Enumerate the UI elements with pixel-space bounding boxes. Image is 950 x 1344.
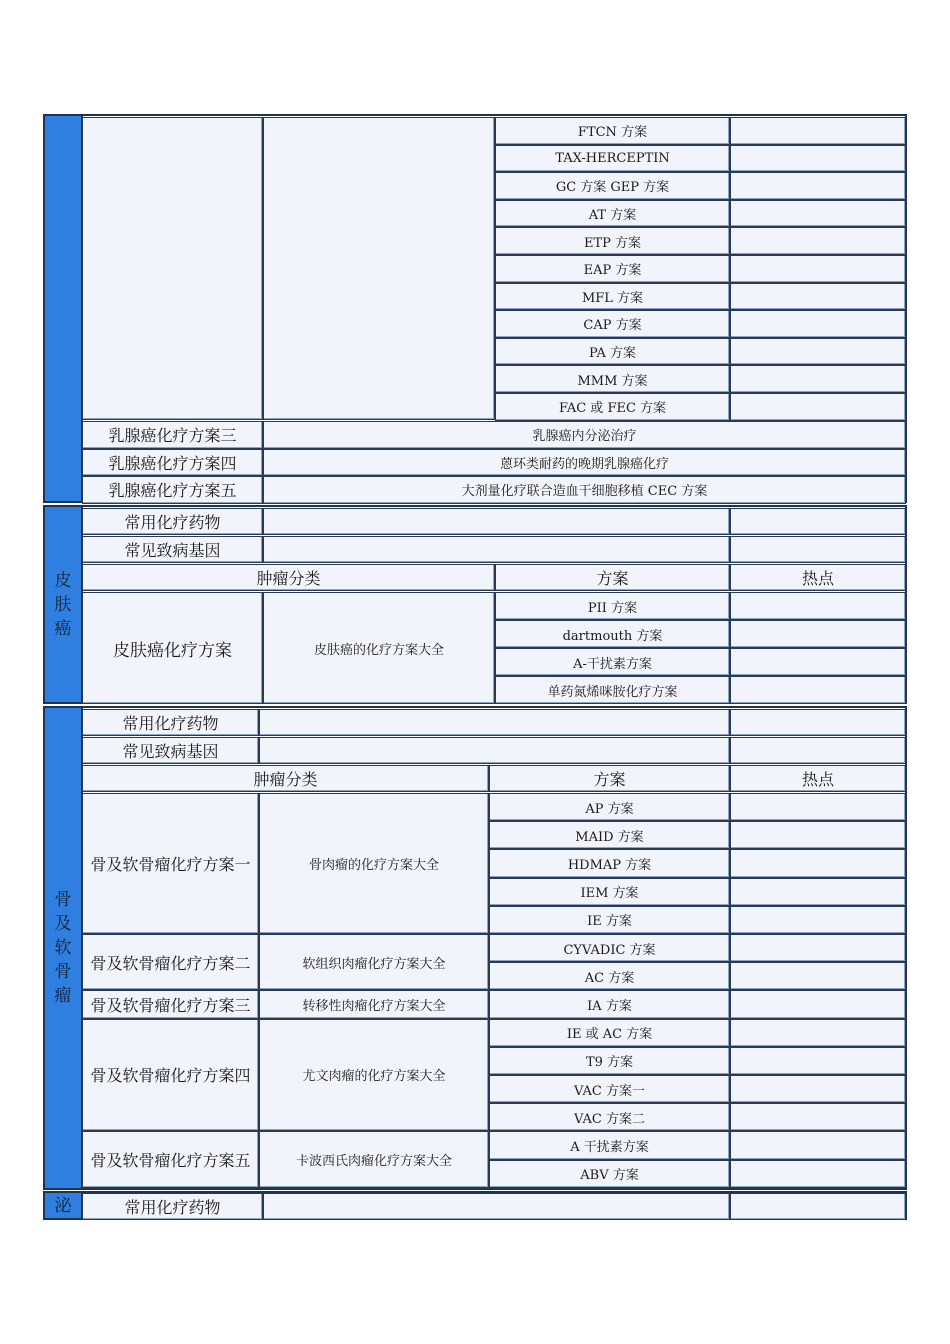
plan-cell: ETP 方案: [495, 227, 730, 255]
breast-plan-label: 乳腺癌化疗方案三: [82, 421, 263, 449]
hotspot-cell: [730, 620, 906, 648]
bone-tumor-section: [43, 706, 907, 1190]
skin-cancer-section: [43, 505, 907, 704]
header-tumor-class: 肿瘤分类: [82, 564, 495, 591]
header-hotspot: 热点: [730, 765, 906, 792]
header-plan: 方案: [489, 765, 730, 792]
plan-cell: PII 方案: [495, 592, 730, 620]
hotspot-cell: [730, 1047, 906, 1075]
band-char: 皮: [54, 570, 72, 591]
breast-plan-desc: 蒽环类耐药的晚期乳腺癌化疗: [263, 449, 906, 477]
plan-cell: MFL 方案: [495, 283, 730, 311]
bone-tumor-band: [45, 708, 83, 1188]
hotspot-cell: [730, 878, 906, 906]
bone-plan-label: 骨及软骨瘤化疗方案二: [82, 934, 259, 990]
urinary-tumor-section: [43, 1191, 907, 1220]
bone-plan-desc: 骨肉瘤的化疗方案大全: [259, 793, 489, 934]
plan-cell: CYVADIC 方案: [489, 934, 730, 962]
band-char: 软: [54, 938, 72, 958]
band-char: 及: [54, 914, 72, 934]
hotspot-cell: [730, 1131, 906, 1159]
common-drugs-hot: [730, 508, 906, 535]
hotspot-cell: [730, 821, 906, 849]
hotspot-cell: [730, 255, 906, 283]
breast-plan-label: 乳腺癌化疗方案五: [82, 476, 263, 504]
plan-cell: T9 方案: [489, 1047, 730, 1075]
plan-cell: MMM 方案: [495, 365, 730, 393]
skin-plan-label: 皮肤癌化疗方案: [82, 592, 263, 704]
common-drugs-label: 常用化疗药物: [82, 1193, 263, 1220]
bone-plan-label: 骨及软骨瘤化疗方案三: [82, 990, 259, 1018]
breast-plan-desc: 乳腺癌内分泌治疗: [263, 421, 906, 449]
plan-cell: IEM 方案: [489, 878, 730, 906]
common-genes-label: 常见致病基因: [82, 536, 263, 563]
common-genes-hot: [730, 737, 906, 764]
header-plan: 方案: [495, 564, 730, 591]
plan-cell: VAC 方案一: [489, 1075, 730, 1103]
band-char: 瘤: [54, 986, 72, 1006]
bone-plan-label: 骨及软骨瘤化疗方案一: [82, 793, 259, 934]
plan-cell: IE 方案: [489, 906, 730, 934]
plan-cell: FAC 或 FEC 方案: [495, 393, 730, 421]
common-drugs-label: 常用化疗药物: [82, 709, 259, 736]
breast-plan-label: 乳腺癌化疗方案四: [82, 449, 263, 477]
hotspot-cell: [730, 393, 906, 421]
plan-cell: AC 方案: [489, 962, 730, 990]
hotspot-cell: [730, 338, 906, 366]
bone-plan-label: 骨及软骨瘤化疗方案五: [82, 1131, 259, 1187]
hotspot-cell: [730, 793, 906, 821]
skin-cancer-band: [45, 507, 83, 702]
plan-cell: HDMAP 方案: [489, 849, 730, 877]
hotspot-cell: [730, 676, 906, 704]
plan-cell: 单药氮烯咪胺化疗方案: [495, 676, 730, 704]
hotspot-cell: [730, 990, 906, 1018]
plan-cell: GC 方案 GEP 方案: [495, 172, 730, 200]
hotspot-cell: [730, 934, 906, 962]
plan-cell: IE 或 AC 方案: [489, 1019, 730, 1047]
breast-plan-desc: 大剂量化疗联合造血干细胞移植 CEC 方案: [263, 476, 906, 504]
plan-cell: PA 方案: [495, 338, 730, 366]
hotspot-cell: [730, 200, 906, 228]
common-genes-value: [259, 737, 730, 764]
band-char: 骨: [54, 890, 72, 910]
header-hotspot: 热点: [730, 564, 906, 591]
hotspot-cell: [730, 1019, 906, 1047]
plan-cell: TAX-HERCEPTIN: [495, 145, 730, 173]
hotspot-cell: [730, 227, 906, 255]
common-drugs-label: 常用化疗药物: [82, 508, 263, 535]
header-tumor-class: 肿瘤分类: [82, 765, 489, 792]
common-drugs-hot: [730, 709, 906, 736]
hotspot-cell: [730, 310, 906, 338]
hotspot-cell: [730, 648, 906, 676]
bone-plan-desc: 尤文肉瘤的化疗方案大全: [259, 1019, 489, 1132]
hotspot-cell: [730, 849, 906, 877]
band-char: 肤: [54, 594, 72, 615]
hotspot-cell: [730, 145, 906, 173]
common-drugs-value: [263, 1193, 730, 1220]
plan-cell: EAP 方案: [495, 255, 730, 283]
plan-cell: AP 方案: [489, 793, 730, 821]
bone-plan-desc: 卡波西氏肉瘤化疗方案大全: [259, 1131, 489, 1187]
plan-cell: A-干扰素方案: [495, 648, 730, 676]
band-char: 骨: [54, 962, 72, 982]
hotspot-cell: [730, 365, 906, 393]
common-genes-label: 常见致病基因: [82, 737, 259, 764]
hotspot-cell: [730, 117, 906, 145]
breast-cancer-section: [43, 114, 907, 503]
common-drugs-value: [263, 508, 730, 535]
urinary-tumor-band: [45, 1193, 83, 1218]
plan-cell: MAID 方案: [489, 821, 730, 849]
hotspot-cell: [730, 1075, 906, 1103]
common-genes-hot: [730, 536, 906, 563]
common-genes-value: [263, 536, 730, 563]
skin-plan-desc: 皮肤癌的化疗方案大全: [263, 592, 495, 704]
breast-label-cell-empty: [82, 117, 263, 420]
hotspot-cell: [730, 906, 906, 934]
breast-cancer-band: [45, 116, 83, 501]
plan-cell: dartmouth 方案: [495, 620, 730, 648]
plan-cell: FTCN 方案: [495, 117, 730, 145]
breast-desc-cell-empty: [263, 117, 495, 420]
common-drugs-value: [259, 709, 730, 736]
band-char: 泌: [54, 1195, 72, 1216]
hotspot-cell: [730, 1103, 906, 1131]
bone-plan-desc: 转移性肉瘤化疗方案大全: [259, 990, 489, 1018]
bone-plan-desc: 软组织肉瘤化疗方案大全: [259, 934, 489, 990]
band-char: 癌: [54, 618, 72, 639]
hotspot-cell: [730, 172, 906, 200]
plan-cell: AT 方案: [495, 200, 730, 228]
bone-plan-label: 骨及软骨瘤化疗方案四: [82, 1019, 259, 1132]
plan-cell: CAP 方案: [495, 310, 730, 338]
plan-cell: A 干扰素方案: [489, 1131, 730, 1159]
common-drugs-hot: [730, 1193, 906, 1220]
hotspot-cell: [730, 283, 906, 311]
plan-cell: IA 方案: [489, 990, 730, 1018]
plan-cell: ABV 方案: [489, 1160, 730, 1188]
hotspot-cell: [730, 1160, 906, 1188]
hotspot-cell: [730, 962, 906, 990]
hotspot-cell: [730, 592, 906, 620]
plan-cell: VAC 方案二: [489, 1103, 730, 1131]
